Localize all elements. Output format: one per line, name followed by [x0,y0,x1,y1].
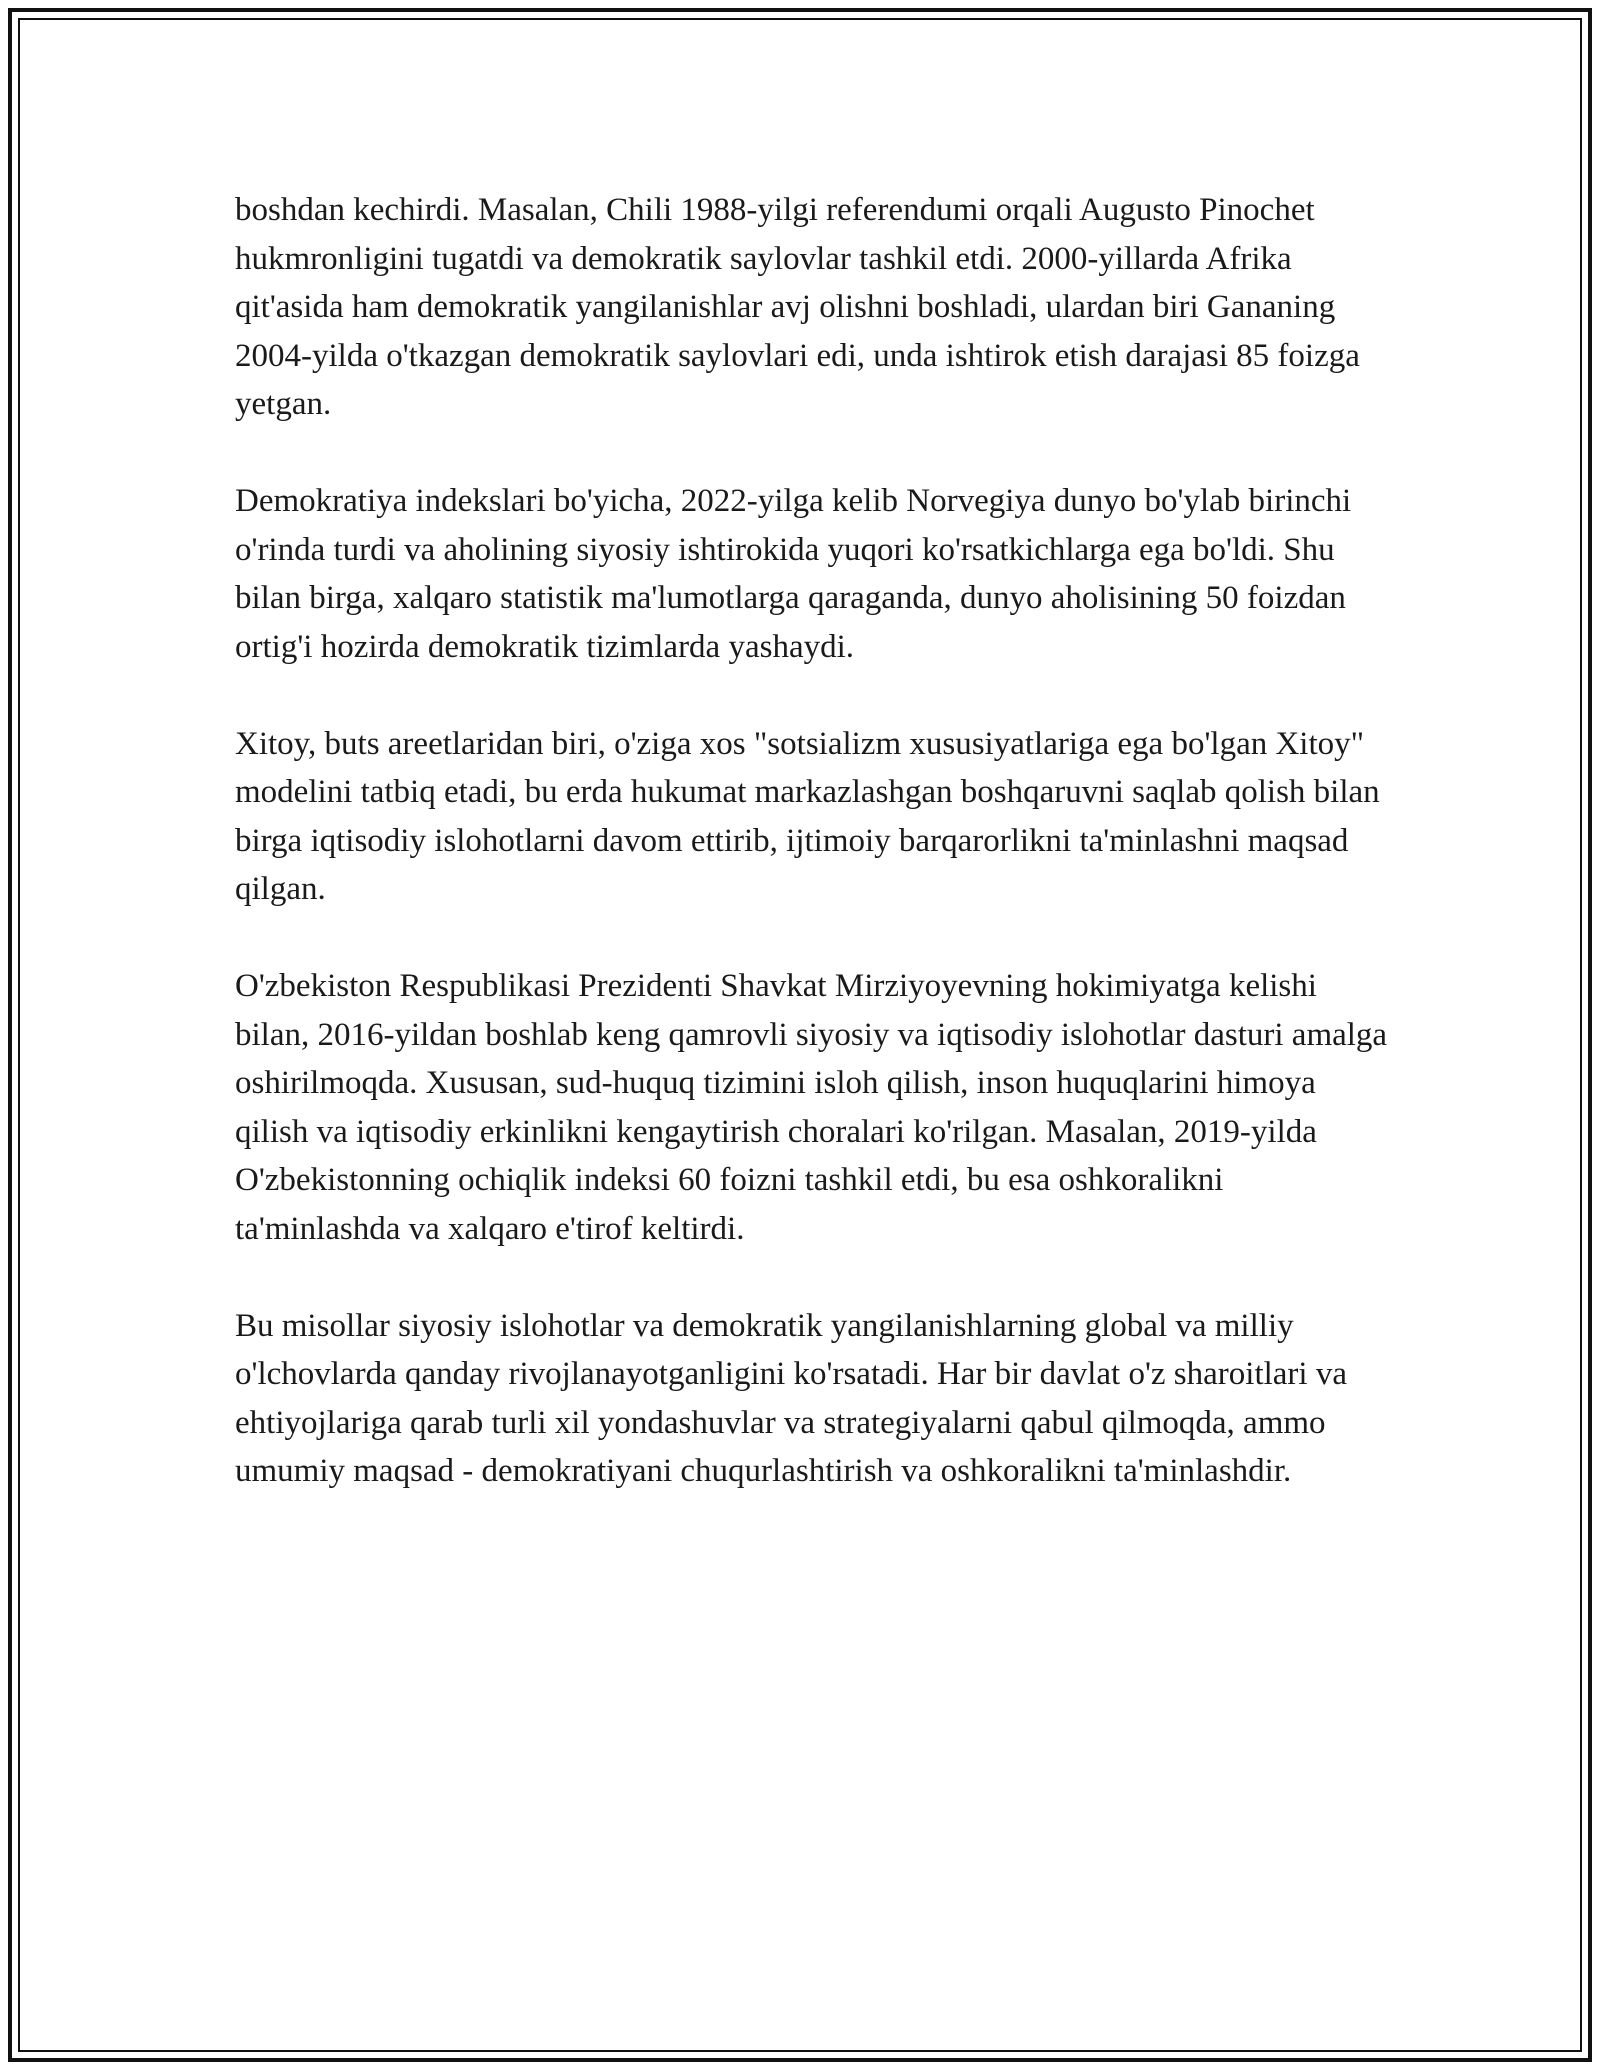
paragraph-uzbekistan-reforms: O'zbekiston Respublikasi Prezidenti Shavkat Mirziyoyevning hokimiyatga kelishi bilan, 2016-yildan boshlab keng qamrovli siyosiy va iqtisodiy islohotlar dasturi amalga oshirilmoqda. Xususan, sud-huquq tizimini isloh qilish, inson huquqlarini himoya qilish va iqtisodiy erkinlikni kengaytirish choralari ko'rilgan. Masalan, 2019-yilda O'zbekistonning ochiqlik indeksi 60 foizni tashkil etdi, bu esa oshkoralikni ta'minlashda va xalqaro e'tirof keltirdi. [235,968,1388,1247]
paragraph-conclusion: Bu misollar siyosiy islohotlar va demokratik yangilanishlarning global va milliy o'lchovlarda qanday rivojlanayotganligini ko'rsatadi. Har bir davlat o'z sharoitlari va ehtiyojlariga qarab turli xil yondashuvlar va strategiyalarni qabul qilmoqda, ammo umumiy maqsad - demokratiyani chuqurlashtirish va oshkoralikni ta'minlashdir. [235,1307,1347,1489]
paragraph-chile-africa: boshdan kechirdi. Masalan, Chili 1988-yilgi referendumi orqali Augusto Pinochet hukmronligini tugatdi va demokratik saylovlar tashkil etdi. 2000-yillarda Afrika qit'asida ham demokratik yangilanishlar avj olishni boshladi, ulardan biri Gananing 2004-yilda o'tkazgan demokratik saylovlari edi, unda ishtirok etish darajasi 85 foizga yetgan. [235,192,1360,422]
document-body [235,186,1395,1496]
paragraph-democracy-index: Demokratiya indekslari bo'yicha, 2022-yilga kelib Norvegiya dunyo bo'ylab birinchi o'rinda turdi va aholining siyosiy ishtirokida yuqori ko'rsatkichlarga ega bo'ldi. Shu bilan birga, xalqaro statistik ma'lumotlarga qaraganda, dunyo aholisining 50 foizdan ortig'i hozirda demokratik tizimlarda yashaydi. [235,483,1352,665]
paragraph-china-model: Xitoy, buts areetlaridan biri, o'ziga xos "sotsializm xususiyatlariga ega bo'lgan Xitoy" modelini tatbiq etadi, bu erda hukumat markazlashgan boshqaruvni saqlab qolish bilan birga iqtisodiy islohotlarni davom ettirib, ijtimoiy barqarorlikni ta'minlashni maqsad qilgan. [235,725,1380,907]
